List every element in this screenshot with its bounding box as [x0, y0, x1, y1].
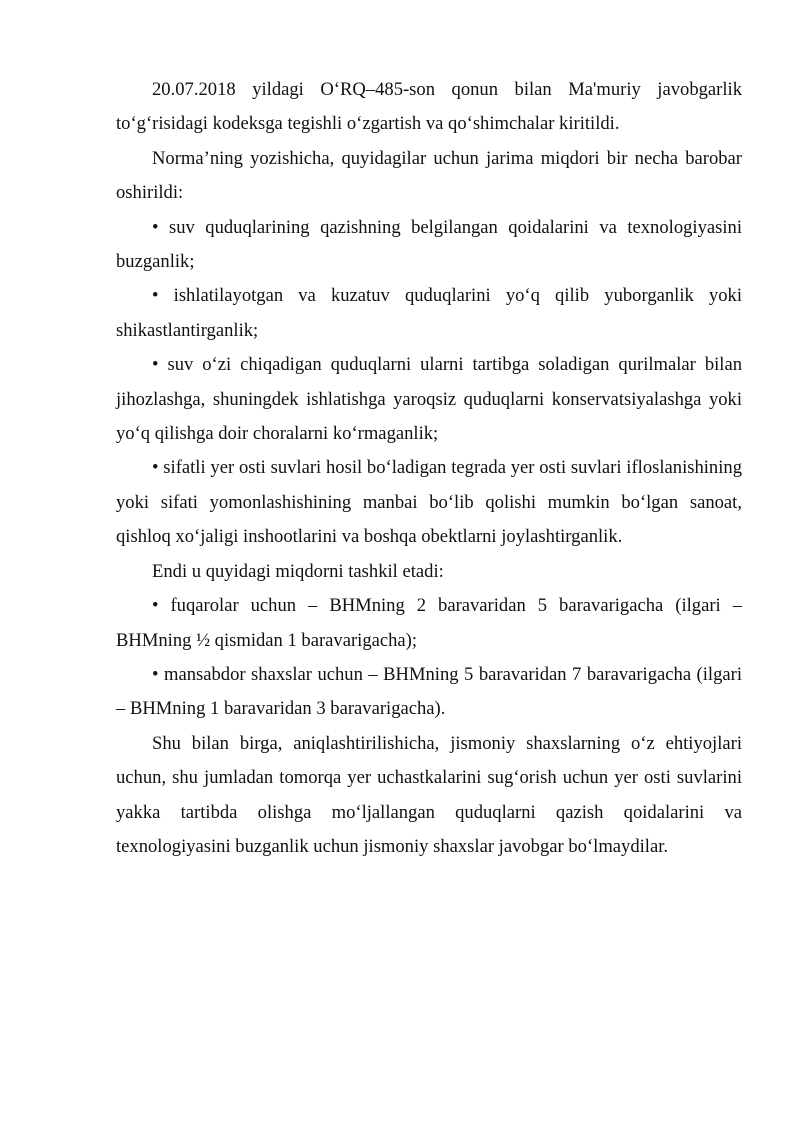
paragraph-law-amendment: 20.07.2018 yildagi O‘RQ–485-son qonun bilan Ma'muriy javobgarlik to‘g‘risidagi kodeksga tegishli o‘zgartish va qo‘shimchalar kiritildi.: [116, 79, 742, 135]
paragraph-individual-exemption: Shu bilan birga, aniqlashtirilishicha, jismoniy shaxslarning o‘z ehtiyojlari uchun, shu jumladan tomorqa yer uchastkalarini sug‘orish uchun yer osti suvlarini yakka tartibda olishga mo‘ljallangan quduqlarni qazish qoidalarini va texnologiyasini buzganlik uchun jismoniy shaxslar javobgar bo‘lmaydilar.: [116, 732, 742, 857]
list-item-well-destruction: • ishlatilayotgan va kuzatuv quduqlarini yo‘q qilib yuborganlik yoki shikastlantirganlik;: [116, 285, 742, 341]
list-item-artesian-wells: • suv o‘zi chiqadigan quduqlarni ularni tartibga soladigan qurilmalar bilan jihozlashga, shuningdek ishlatishga yaroqsiz quduqlarni konservatsiyalashga yoki yo‘q qilishga doir choralarni ko‘rmaganlik;: [116, 354, 742, 445]
paragraph-fine-increase-intro: Norma’ning yozishicha, quyidagilar uchun jarima miqdori bir necha barobar oshirildi:: [116, 147, 742, 204]
paragraph-new-amount-intro: Endi u quyidagi miqdorni tashkil etadi:: [152, 560, 444, 582]
list-item-facility-placement: • sifatli yer osti suvlari hosil bo‘ladigan tegrada yer osti suvlari ifloslanishining yoki sifati yomonlashishining manbai bo‘lib qolishi mumkin bo‘lgan sanoat, qishloq xo‘jaligi inshootlarini va boshqa obektlarni joylashtirganlik.: [116, 457, 742, 548]
document-page: [116, 73, 742, 864]
list-item-officials-fine: • mansabdor shaxslar uchun – BHMning 5 baravaridan 7 baravarigacha (ilgari – BHMning 1 baravaridan 3 baravarigacha).: [116, 663, 742, 720]
list-item-citizens-fine: • fuqarolar uchun – BHMning 2 baravaridan 5 baravarigacha (ilgari – BHMning ½ qismidan 1 baravarigacha);: [116, 595, 742, 651]
list-item-well-drilling-violation: • suv quduqlarining qazishning belgilangan qoidalarini va texnologiyasini buzganlik;: [116, 216, 742, 273]
